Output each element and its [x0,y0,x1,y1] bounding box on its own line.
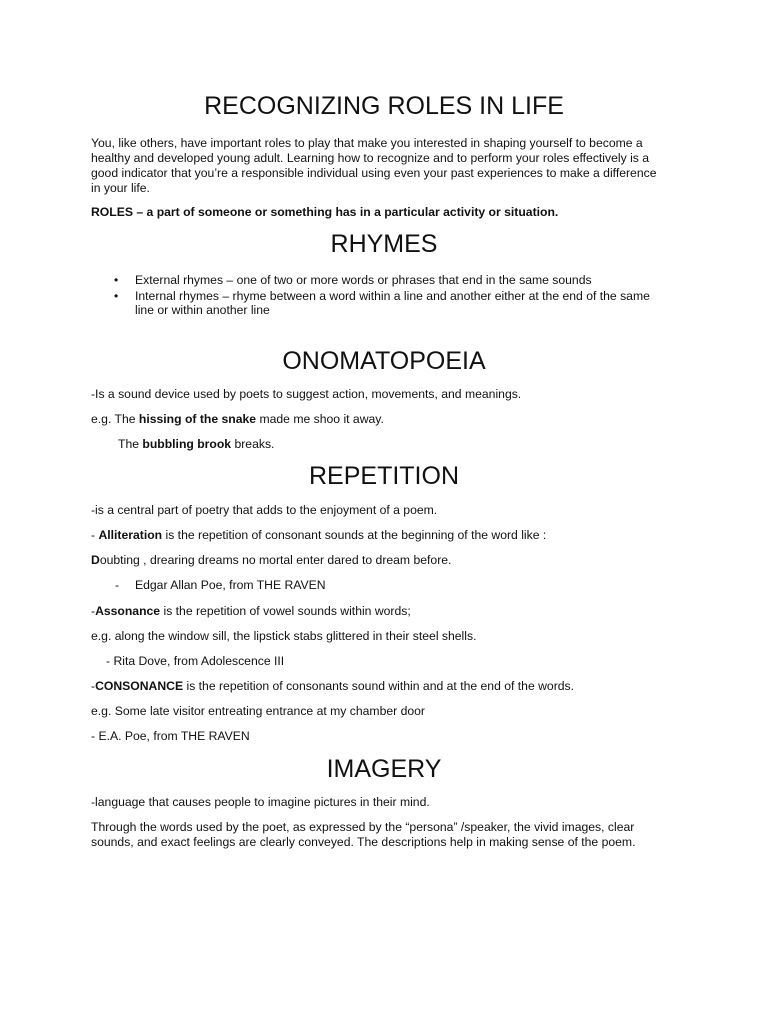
text: is the repetition of vowel sounds within words; [160,604,411,618]
onomatopoeia-example-1 [91,412,384,427]
example-prefix: e.g. The [91,412,139,426]
repetition-definition: -is a central part of poetry that adds to the enjoyment of a poem. [91,503,438,517]
prefix: - [91,679,96,693]
rhymes-heading: RHYMES [330,230,438,258]
alliteration-source: Edgar Allan Poe, from THE RAVEN [135,578,326,592]
imagery-definition: -language that causes people to imagine pictures in their mind. [91,795,430,809]
alliteration-dash: - [115,578,120,592]
rhymes-item-internal-line-1: Internal rhymes – rhyme between a word within a line and another either at the end of the same [135,289,650,303]
bullet-icon: • [114,273,119,287]
onomatopoeia-definition: -Is a sound device used by poets to suggest action, movements, and meanings. [91,387,522,401]
consonance-source: - E.A. Poe, from THE RAVEN [91,729,250,743]
emphasized-letter: D [91,553,100,567]
onomatopoeia-example-2 [118,437,274,452]
page-title: RECOGNIZING ROLES IN LIFE [204,92,564,120]
term: Alliteration [98,528,163,542]
imagery-heading: IMAGERY [326,755,442,783]
intro-line-3: good indicator that you’re a responsible individual using even your past experiences to make a difference [91,166,657,180]
prefix: - [91,604,96,618]
onomatopoeia-heading: ONOMATOPOEIA [282,347,486,375]
imagery-text-line-1: Through the words used by the poet, as expressed by the “persona” /speaker, the vivid images, clear [91,820,635,834]
bullet-icon: • [114,289,119,303]
example-highlight: bubbling brook [142,437,232,451]
consonance-definition [91,679,574,694]
intro-line-1: You, like others, have important roles to play that make you interested in shaping yourself to become a [91,136,643,150]
intro-line-4: in your life. [91,181,150,195]
consonance-example: e.g. Some late visitor entreating entrance at my chamber door [91,704,425,718]
roles-text: – a part of someone or something has in a particular activity or situation. [132,205,559,219]
alliteration-example [91,553,451,568]
repetition-heading: REPETITION [308,462,459,490]
text: is the repetition of consonants sound within and at the end of the words. [183,679,575,693]
assonance-definition [91,604,411,619]
alliteration-definition [91,528,546,543]
example-suffix: made me shoo it away. [256,412,384,426]
rhymes-item-internal-line-2: line or within another line [135,303,270,317]
term: CONSONANCE [95,679,184,693]
intro-line-2: healthy and developed young adult. Learning how to recognize and to perform your roles effectively is a [91,151,650,165]
roles-term: ROLES [91,205,133,219]
term: Assonance [95,604,161,618]
assonance-example: e.g. along the window sill, the lipstick stabs glittered in their steel shells. [91,629,477,643]
example-highlight: hissing of the snake [138,412,257,426]
roles-definition [91,205,558,220]
prefix: - [91,528,99,542]
assonance-source: - Rita Dove, from Adolescence III [106,654,285,668]
text: is the repetition of consonant sounds at the beginning of the word like : [162,528,547,542]
imagery-text-line-2: sounds, and exact feelings are clearly conveyed. The descriptions help in making sense of the poem. [91,835,636,849]
rhymes-item-external: External rhymes – one of two or more words or phrases that end in the same sounds [135,273,592,287]
text: oubting , drearing dreams no mortal enter dared to dream before. [99,553,452,567]
example-suffix: breaks. [231,437,275,451]
example-prefix: The [118,437,143,451]
